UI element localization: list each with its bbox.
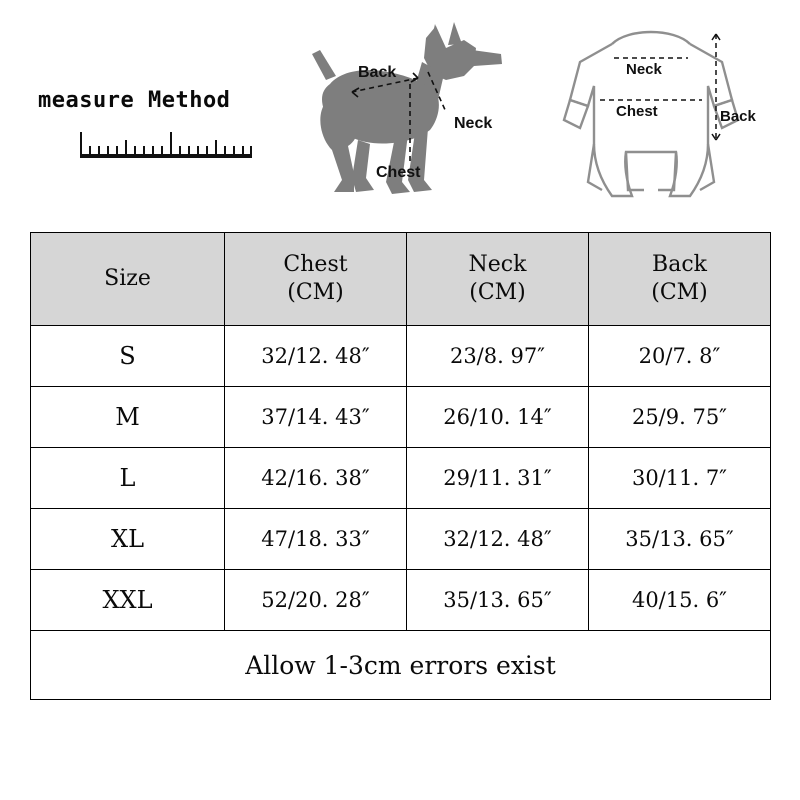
table-header-row <box>31 233 771 326</box>
illustration-area <box>0 0 800 232</box>
ruler-icon <box>80 135 252 161</box>
cell-neck: 23/8. 97″ <box>407 326 589 387</box>
cell-size: S <box>31 326 225 387</box>
header-neck-unit: (CM) <box>469 280 526 305</box>
dog-label-chest: Chest <box>376 164 421 181</box>
cell-size: XXL <box>31 570 225 631</box>
table-row <box>31 509 771 570</box>
cell-chest: 37/14. 43″ <box>225 387 407 448</box>
garment-measurement-diagram <box>540 14 762 219</box>
table-footer-row <box>31 631 771 700</box>
cell-neck: 26/10. 14″ <box>407 387 589 448</box>
header-chest <box>225 233 407 326</box>
header-back-label: Back <box>652 251 707 277</box>
cell-back: 25/9. 75″ <box>589 387 771 448</box>
header-neck-label: Neck <box>468 251 527 277</box>
header-size-label: Size <box>104 265 151 291</box>
dog-label-neck: Neck <box>454 115 493 132</box>
garment-label-chest: Chest <box>612 103 662 120</box>
cell-neck: 32/12. 48″ <box>407 509 589 570</box>
garment-label-back: Back <box>720 108 756 125</box>
cell-chest: 32/12. 48″ <box>225 326 407 387</box>
header-size <box>31 233 225 326</box>
cell-size: M <box>31 387 225 448</box>
table-row <box>31 387 771 448</box>
cell-chest: 52/20. 28″ <box>225 570 407 631</box>
cell-neck: 29/11. 31″ <box>407 448 589 509</box>
cell-back: 40/15. 6″ <box>589 570 771 631</box>
cell-back: 20/7. 8″ <box>589 326 771 387</box>
header-neck <box>407 233 589 326</box>
table-row <box>31 326 771 387</box>
table-row <box>31 448 771 509</box>
table-row <box>31 570 771 631</box>
garment-label-neck: Neck <box>622 61 666 78</box>
cell-size: XL <box>31 509 225 570</box>
cell-neck: 35/13. 65″ <box>407 570 589 631</box>
cell-back: 30/11. 7″ <box>589 448 771 509</box>
size-chart-table <box>30 232 771 700</box>
cell-back: 35/13. 65″ <box>589 509 771 570</box>
dog-measurement-diagram <box>296 14 506 219</box>
cell-chest: 47/18. 33″ <box>225 509 407 570</box>
measure-method-block <box>38 88 288 161</box>
header-chest-unit: (CM) <box>287 280 344 305</box>
footer-note: Allow 1-3cm errors exist <box>31 631 771 700</box>
cell-chest: 42/16. 38″ <box>225 448 407 509</box>
header-back-unit: (CM) <box>651 280 708 305</box>
header-back <box>589 233 771 326</box>
measure-method-title: measure Method <box>38 88 231 113</box>
dog-label-back: Back <box>358 64 397 81</box>
cell-size: L <box>31 448 225 509</box>
header-chest-label: Chest <box>283 251 348 277</box>
